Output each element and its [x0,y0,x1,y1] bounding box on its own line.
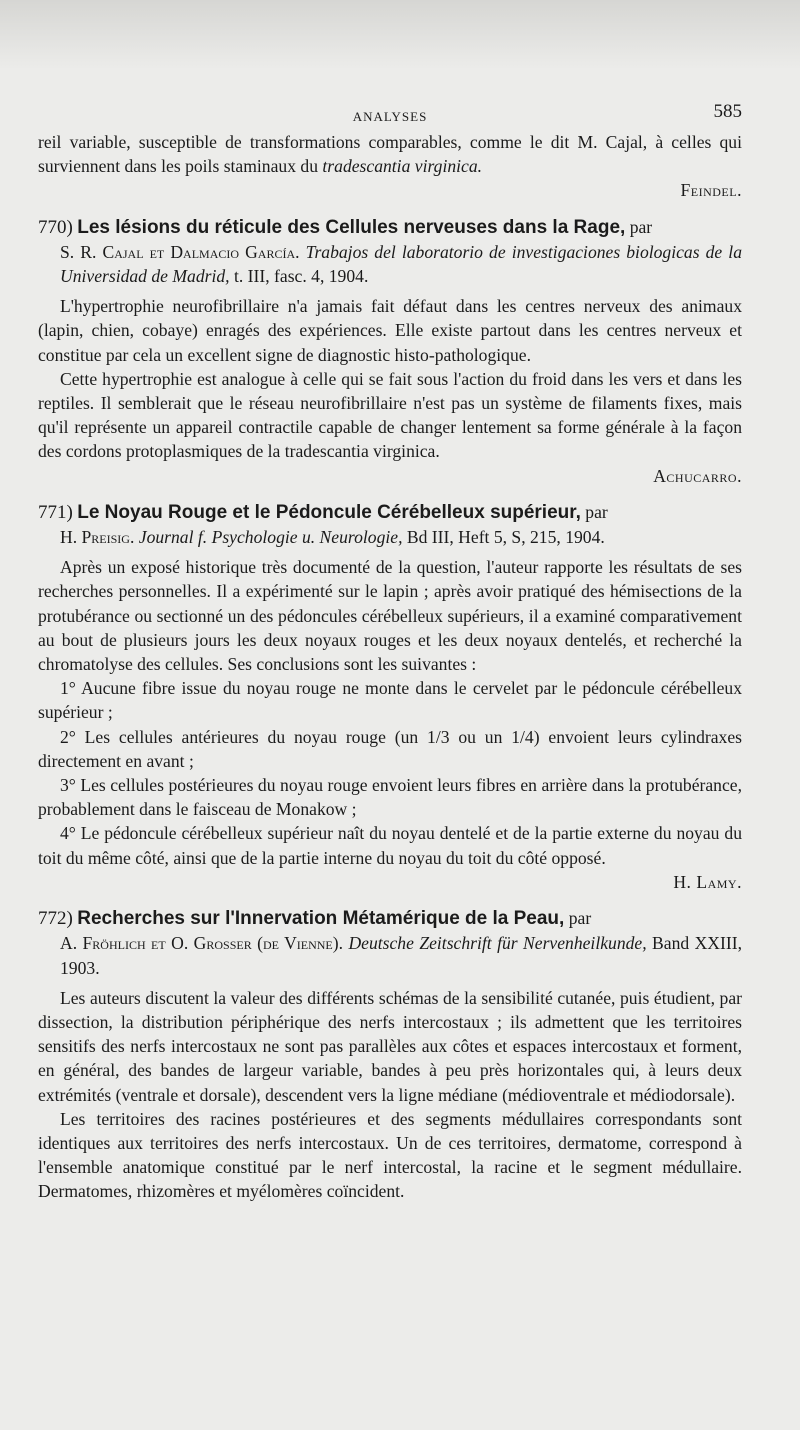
entry-body [38,294,742,488]
entry-citation [38,240,742,288]
entry-source-details: Bd III, Heft 5, S, 215, 1904. [406,527,605,548]
entry-authors: H. Preisig. [60,527,135,548]
body-paragraph: Les territoires des racines postérieures et des segments médullaires correspondants sont identiques aux territoires des nerfs intercostaux. Un de ces territoires, dermatome, correspond à l'ensemble anatomique constitué par le nerf intercostal, la racine et le segment médullaire. Dermatomes, rhizomères et myélomères coïncident. [38,1108,742,1202]
signature-feindel [38,178,742,202]
conclusion-item: 2° Les cellules antérieures du noyau rouge (un 1/3 ou un 1/4) envoient leurs cylindraxes directement en avant ; [38,726,742,771]
conclusion-item: 3° Les cellules postérieures du noyau rouge envoient leurs fibres en arrière dans la protubérance, probablement dans le faisceau de Monakow ; [38,775,742,820]
entry-citation [38,931,742,979]
entry-body [38,555,742,894]
entry-source: Deutsche Zeitschrift für Nervenheilkunde, [348,933,647,954]
signature-text: H. Lamy. [673,871,742,892]
carry-over-line [38,130,742,178]
entry-authors: S. R. Cajal et Dalmacio García. [60,241,300,262]
body-paragraph: L'hypertrophie neurofibrillaire n'a jamais fait défaut dans les centres nerveux des animaux (lapin, chien, cobaye) enragés des expériences. Elle existe partout dans les centres nerveux et constitue par cela un excellent signe de diagnostic histo-pathologique. [38,296,742,365]
journal-page [38,100,742,1204]
carry-over-paragraph [38,130,742,203]
signature-text: Feindel. [680,180,742,201]
entry-source-details: t. III, fasc. 4, 1904. [233,266,369,287]
entry-source: Journal f. Psychologie u. Neurologie, [138,527,403,548]
conclusion-item: 4° Le pédoncule cérébelleux supérieur naît du noyau dentelé et de la partie externe du noyau du toit du même côté, ainsi que de la partie interne du noyau du toit du côté opposé. [38,823,742,868]
conclusion-item: 1° Aucune fibre issue du noyau rouge ne monte dans le cervelet par le pédoncule cérébelleux supérieur ; [38,678,742,723]
running-title: ANALYSES [352,109,428,124]
entry-heading [38,500,742,525]
entry-source: Trabajos del laboratorio de investigaciones biologicas de la Universidad de Madrid, [60,241,742,287]
entry-heading [38,906,742,931]
carry-over-text-2: à celles qui surviennent dans les poils staminaux du [38,132,742,177]
scan-top-shading [0,0,800,70]
signature-text: Achucarro. [653,465,742,486]
entry-body [38,986,742,1204]
body-paragraph: Cette hypertrophie est analogue à celle qui se fait sous l'action du froid dans les vers et dans les reptiles. Il semblerait que le réseau neurofibrillaire n'est pas un système de filaments fixes, mais qu'il représente un appareil contractile capable de changer lentement sa forme générale à la façon des cordons protoplasmiques de la tradescantia virginica. [38,368,742,462]
entry-770 [38,215,742,488]
running-header [38,100,742,130]
entry-par: par [585,501,608,522]
entry-heading [38,215,742,240]
carry-over-text-1: reil variable, susceptible de transformations comparables, comme le dit M. Cajal, [38,132,648,152]
page-number: 585 [713,101,742,122]
entry-772 [38,906,742,1203]
entry-par: par [568,908,592,929]
entry-par: par [629,216,653,237]
entry-title: Recherches sur l'Innervation Métamérique de la Peau, [77,908,565,930]
signature-achucarro [38,464,742,488]
entry-number: 770) [38,216,73,238]
entry-citation [38,525,742,549]
body-paragraph: Les auteurs discutent la valeur des différents schémas de la sensibilité cutanée, puis étudient, par dissection, la distribution périphérique des nerfs intercostaux ; ils admettent que les territoires sensitifs des nerfs intercostaux ne sont pas parallèles aux côtes et espaces intercostaux et forment, en général, des bandes de largeur variable, bandes à peu près horizontales qui, à leurs deux extrémités (ventrale et dorsale), descendent vers la ligne médiane (médioventrale et médiodorsale). [38,987,742,1105]
entry-title: Les lésions du réticule des Cellules nerveuses dans la Rage, [77,216,626,238]
entry-authors: A. Fröhlich et O. Grosser (de Vienne). [60,933,344,954]
signature-lamy [38,870,742,894]
entry-title: Le Noyau Rouge et le Pédoncule Cérébelleux supérieur, [77,501,581,523]
entry-number: 771) [38,501,73,523]
entry-771 [38,500,742,894]
entry-source-details: Band XXIII, 1903. [60,933,742,978]
carry-over-italic: tradescantia virginica. [322,156,483,177]
entry-number: 772) [38,908,73,930]
body-paragraph: Après un exposé historique très documenté de la question, l'auteur rapporte les résultats de ses recherches personnelles. Il a expérimenté sur le lapin ; après avoir pratiqué des hémisections de la protubérance ou sectionné un des pédoncules cérébelleux supérieurs, il a examiné comparativement au bout de plusieurs jours les deux noyaux rouges et les deux noyaux dentelés, et recherché la chromatolyse des cellules. Ses conclusions sont les suivantes : [38,557,742,675]
